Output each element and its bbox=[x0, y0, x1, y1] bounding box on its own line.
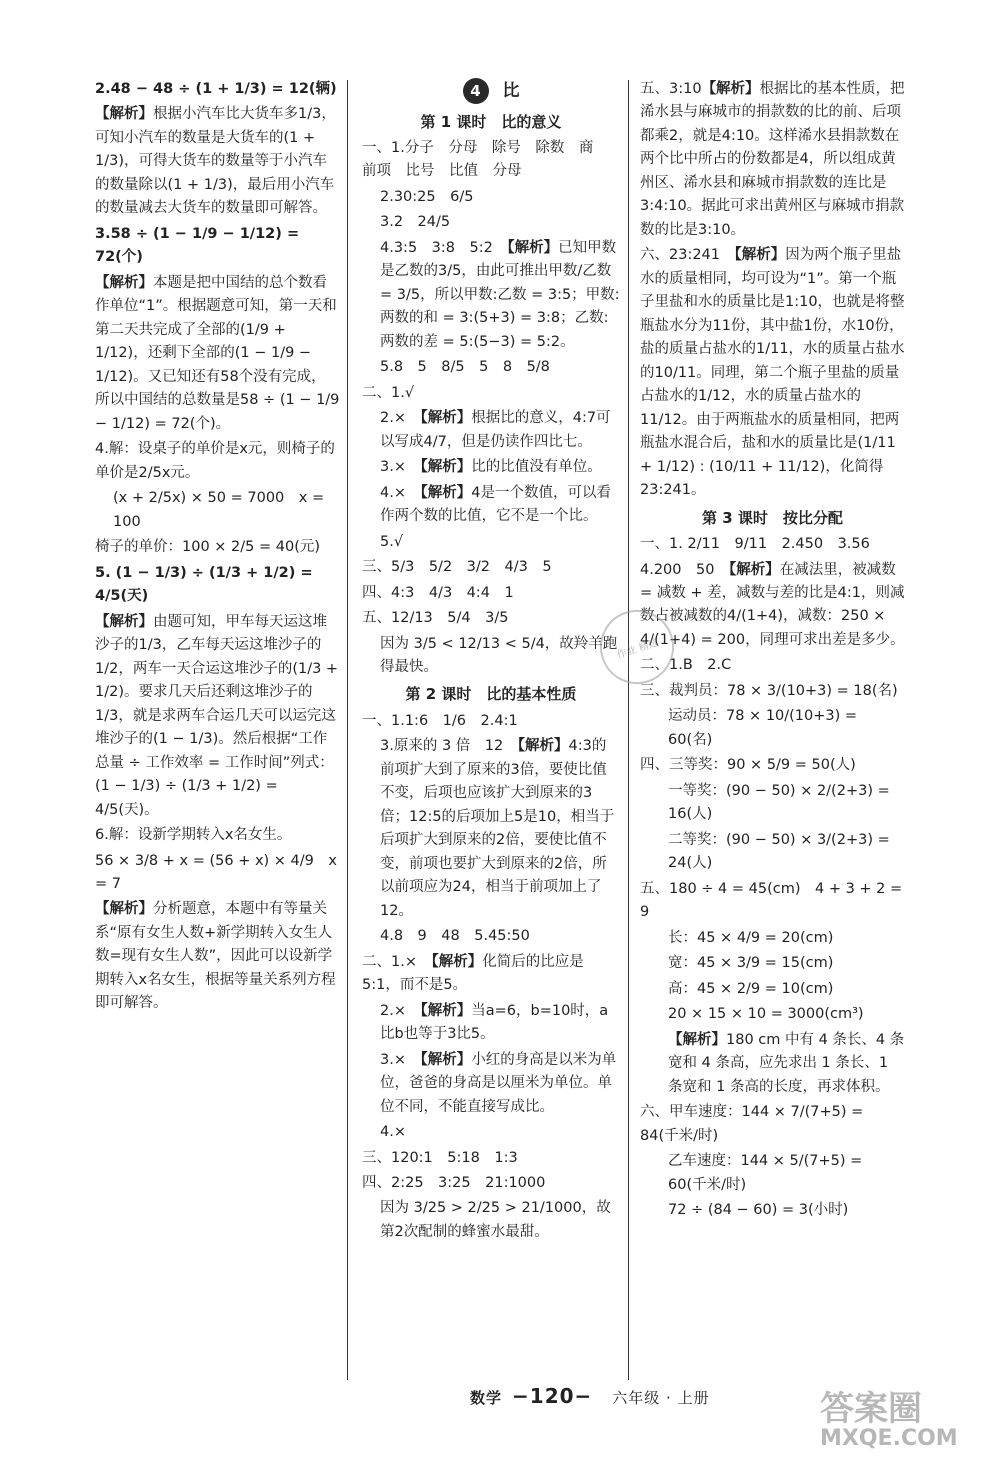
answer-text: 六、23:241 bbox=[640, 247, 721, 264]
page-number: −120− bbox=[512, 1384, 593, 1408]
answer-line: 5. (1 − 1/3) ÷ (1/3 + 1/2) = 4/5(天) bbox=[95, 564, 313, 605]
analysis-text: 分析题意，本题中有等量关系“原有女生人数+新学期转入女生人数=现有女生人数”，因此可以设新学期转入x名女生，根据等量关系列方程即可解答。 bbox=[95, 901, 336, 1012]
lesson-heading: 第 3 课时 按比分配 bbox=[702, 508, 843, 527]
answer-line: 长：45 × 4/9 = 20(cm) bbox=[668, 929, 834, 946]
unit-heading bbox=[362, 78, 620, 106]
analysis-text: 本题是把中国结的总个数看作单位“1”。根据题意可知，第一天和第二天共完成了全部的(1/9 + 1/12)，还剩下全部的(1 − 1/9 − 1/12)。又已知还有58个没有完成，所以中国结的总数量是58 ÷ (1 − 1/9 − 1/12) = 72(个)。 bbox=[95, 274, 340, 432]
analysis-text: 化简后的比应是5:1，而不是5。 bbox=[362, 953, 584, 994]
column-divider bbox=[628, 80, 629, 1380]
lesson-heading: 第 1 课时 比的意义 bbox=[420, 112, 562, 131]
answer-line: 一、1. 2/11 9/11 2.450 3.56 bbox=[640, 536, 870, 553]
page-footer bbox=[470, 1384, 710, 1408]
analysis-paragraph bbox=[95, 611, 340, 822]
answer-line: 二等奖：(90 − 50) × 3/(2+3) = 24(人) bbox=[668, 831, 890, 872]
answer-line: 运动员：78 × 10/(10+3) = 60(名) bbox=[668, 708, 858, 748]
answer-line: 乙车速度：144 × 5/(7+5) = 60(千米/时) bbox=[668, 1153, 863, 1193]
answer-line: 一、1.分子 分母 除号 除数 商 前项 比号 比值 分母 bbox=[362, 139, 608, 180]
analysis-text: 由题可知，甲车每天运这堆沙子的1/3，乙车每天运这堆沙子的1/2，两车一天合运这堆沙子的(1/3 + 1/2)。要求几天后还剩这堆沙子的1/3，就是求两车合运几天可以运完这堆沙子的(1 − 1/3)。然后根据“工作总量 ÷ 工作效率 = 工作时间”列式：(1 − 1/3) ÷ (1/3 + 1/2) = 4/5(天)。 bbox=[95, 613, 339, 818]
analysis-text: 比的比值没有单位。 bbox=[471, 459, 602, 476]
analysis-label: 【解析】 bbox=[420, 410, 472, 427]
equation-line: (x + 2/5x) × 50 = 7000 x = 100 bbox=[113, 490, 325, 530]
right-column bbox=[640, 78, 905, 1225]
answer-line: 五、12/13 5/4 3/5 bbox=[362, 610, 509, 627]
answer-line: 二、1.√ bbox=[362, 384, 415, 401]
column-divider bbox=[347, 80, 348, 1380]
answer-line: 因为 3/25 > 2/25 > 21/1000，故第2次配制的蜂蜜水最甜。 bbox=[380, 1200, 611, 1240]
analysis-text: 4:3的前项扩大到了原来的3倍，要使比值不变，后项也应该扩大到原来的3倍；12:5的后项加上5是10，相当于后项扩大到原来的2倍，要使比值不变，前项也要扩大到原来的2倍，所以前项应为24，相当于前项加上了12。 bbox=[380, 738, 615, 919]
answer-line: 3.58 ÷ (1 − 1/9 − 1/12) = 72(个) bbox=[95, 225, 300, 266]
analysis-label: 【解析】 bbox=[95, 106, 153, 123]
answer-line: 20 × 15 × 10 = 3000(cm³) bbox=[668, 1006, 864, 1023]
lesson-heading: 第 2 课时 比的基本性质 bbox=[405, 685, 577, 704]
analysis-paragraph bbox=[362, 407, 620, 454]
answer-line: 高：45 × 2/9 = 10(cm) bbox=[668, 980, 834, 997]
answer-line: 3.2 24/5 bbox=[380, 214, 451, 231]
answer-text: 4.3:5 3:8 5:2 bbox=[380, 239, 493, 256]
answer-line: 5.√ bbox=[380, 533, 404, 550]
analysis-label: 【解析】 bbox=[95, 274, 153, 291]
analysis-paragraph bbox=[640, 559, 905, 653]
answer-line: 三、裁判员：78 × 3/(10+3) = 18(名) bbox=[640, 682, 898, 699]
equation-line: 56 × 3/8 + x = (56 + x) × 4/9 x = 7 bbox=[95, 852, 337, 892]
answer-line: 2.30:25 6/5 bbox=[380, 188, 474, 205]
analysis-label: 【解析】 bbox=[95, 613, 153, 630]
analysis-text: 根据比的意义，4:7可以写成4/7，但是仍读作四比七。 bbox=[380, 410, 611, 450]
answer-line: 四、2:25 3:25 21:1000 bbox=[362, 1174, 546, 1191]
analysis-paragraph bbox=[95, 103, 340, 220]
unit-title: 比 bbox=[502, 81, 520, 101]
analysis-text: 4是一个数值，可以看作两个数的比值，它不是一个比。 bbox=[380, 484, 611, 525]
analysis-label: 【解析】 bbox=[431, 953, 483, 970]
answer-line: 四、三等奖：90 × 5/9 = 50(人) bbox=[640, 757, 856, 774]
answer-line: 椅子的单价：100 × 2/5 = 40(元) bbox=[95, 539, 321, 556]
left-column bbox=[95, 78, 340, 1018]
analysis-paragraph bbox=[95, 272, 340, 436]
analysis-text: 在减法里，被减数 = 减数 + 差，减数与差的比是4:1，则减数占被减数的4/(1+4)，减数：250 × 4/(1+4) = 200，同理可求出差是多少。 bbox=[640, 561, 905, 648]
analysis-paragraph bbox=[640, 78, 905, 242]
subject-label: 数学 bbox=[470, 1389, 503, 1407]
watermark-url: MXQE.COM bbox=[820, 1426, 958, 1451]
analysis-label: 【解析】 bbox=[701, 81, 760, 97]
analysis-text: 当a=6，b=10时，a比b也等于3比5。 bbox=[380, 1002, 609, 1043]
answer-line: 三、5/3 5/2 3/2 4/3 5 bbox=[362, 559, 552, 576]
analysis-label: 【解析】 bbox=[507, 239, 559, 256]
answer-line: 二、1.B 2.C bbox=[640, 657, 732, 674]
answer-line: 四、4:3 4/3 4:4 1 bbox=[362, 584, 514, 601]
analysis-text: 因为两个瓶子里盐水的质量相同，均可设为“1”。第一个瓶子里盐和水的质量比是1:10，也就是将整瓶盐水分为11份，其中盐1份，水10份，盐的质量占盐水的1/11，水的质量占盐水的10/11。同理，第二个瓶子里盐的质量占盐水的1/12，水的质量占盐水的11/12。由于两瓶盐水的质量相同，把两瓶盐水混合后，盐和水的质量比是(1/11 + 1/12) : (10/11 + 11/12)，化简得23:241。 bbox=[640, 247, 905, 499]
answer-line: 一等奖：(90 − 50) × 2/(2+3) = 16(人) bbox=[668, 782, 890, 823]
analysis-label: 【解析】 bbox=[734, 247, 786, 264]
analysis-paragraph bbox=[362, 951, 620, 998]
answer-text: 3.× bbox=[380, 459, 406, 476]
analysis-paragraph bbox=[362, 237, 620, 354]
answer-text: 4.× bbox=[380, 484, 406, 501]
watermark-logo bbox=[820, 1389, 958, 1451]
analysis-text: 已知甲数是乙数的3/5，由此可推出甲数/乙数 = 3/5，所以甲数:乙数 = 3:5；甲数:两数的和 = 3:(5+3) = 3:8；乙数:两数的差 = 5:(5−3) = 5:2。 bbox=[380, 239, 620, 350]
answer-line: 2.48 − 48 ÷ (1 + 1/3) = 12(辆) bbox=[95, 81, 337, 97]
analysis-label: 【解析】 bbox=[517, 738, 569, 755]
answer-text: 2.× bbox=[380, 410, 406, 427]
answer-text: 3.× bbox=[380, 1051, 406, 1068]
answer-line: 因为 3/5 < 12/13 < 5/4，故羚羊跑得最快。 bbox=[380, 635, 618, 675]
unit-number-badge: 4 bbox=[463, 78, 489, 104]
analysis-paragraph bbox=[362, 1049, 620, 1119]
middle-column bbox=[362, 78, 620, 1246]
grade-label: 六年级 · 上册 bbox=[612, 1389, 710, 1407]
analysis-paragraph bbox=[362, 456, 620, 479]
analysis-label: 【解析】 bbox=[420, 459, 472, 476]
homework-stamp: 作业 精选 bbox=[590, 600, 683, 693]
answer-line: 5.8 5 8/5 5 8 5/8 bbox=[380, 359, 550, 376]
answer-line: 三、120:1 5:18 1:3 bbox=[362, 1149, 518, 1166]
answer-text: 五、3:10 bbox=[640, 81, 702, 97]
answer-line: 4.解：设桌子的单价是x元，则椅子的单价是2/5x元。 bbox=[95, 441, 335, 481]
answer-line: 72 ÷ (84 − 60) = 3(小时) bbox=[668, 1202, 849, 1219]
answer-line: 六、甲车速度：144 × 7/(7+5) = 84(千米/时) bbox=[640, 1104, 864, 1144]
answer-line: 4.× bbox=[380, 1124, 406, 1141]
answer-line: 4.8 9 48 5.45:50 bbox=[380, 928, 530, 945]
analysis-label: 【解析】 bbox=[728, 561, 780, 578]
answer-text: 2.× bbox=[380, 1002, 406, 1019]
analysis-text: 根据小汽车比大货车多1/3，可知小汽车的数量是大货车的(1 + 1/3)，可得大货车的数量等于小汽车的数量除以(1 + 1/3)，最后用小汽车的数量减去大货车的数量即可解答。 bbox=[95, 106, 336, 217]
analysis-paragraph bbox=[362, 482, 620, 529]
analysis-label: 【解析】 bbox=[420, 1051, 472, 1068]
answer-text: 4.200 50 bbox=[640, 561, 715, 578]
analysis-paragraph bbox=[640, 244, 905, 502]
answer-line: 宽：45 × 3/9 = 15(cm) bbox=[668, 955, 834, 972]
analysis-label: 【解析】 bbox=[95, 901, 153, 918]
analysis-label: 【解析】 bbox=[420, 484, 472, 501]
analysis-label: 【解析】 bbox=[668, 1031, 726, 1048]
answer-line: 五、180 ÷ 4 = 45(cm) 4 + 3 + 2 = 9 bbox=[640, 880, 903, 921]
analysis-paragraph bbox=[362, 735, 620, 923]
analysis-paragraph bbox=[95, 898, 340, 1015]
analysis-paragraph bbox=[640, 1029, 905, 1099]
answer-text: 二、1.× bbox=[362, 953, 417, 970]
analysis-text: 小红的身高是以米为单位，爸爸的身高是以厘米为单位。单位不同，不能直接写成比。 bbox=[380, 1051, 617, 1115]
answer-line: 一、1.1:6 1/6 2.4:1 bbox=[362, 712, 518, 729]
analysis-text: 根据比的基本性质，把浠水县与麻城市的捐款数的比的前、后项都乘2，就是4:10。这样浠水县捐款数在两个比中所占的份数都是4，所以组成黄州区、浠水县和麻城市捐款数的连比是3:4:10。据此可求出黄州区与麻城市捐款数的比是3:10。 bbox=[640, 81, 905, 238]
answer-line: 6.解：设新学期转入x名女生。 bbox=[95, 827, 292, 844]
analysis-text: 180 cm 中有 4 条长、4 条宽和 4 条高，应先求出 1 条长、1 条宽和 1 条高的长度，再求体积。 bbox=[668, 1031, 905, 1095]
watermark-logo-text: 答案圈 bbox=[820, 1389, 922, 1429]
answer-text: 3.原来的 3 倍 12 bbox=[380, 738, 504, 755]
analysis-paragraph bbox=[362, 1000, 620, 1047]
analysis-label: 【解析】 bbox=[420, 1002, 472, 1019]
